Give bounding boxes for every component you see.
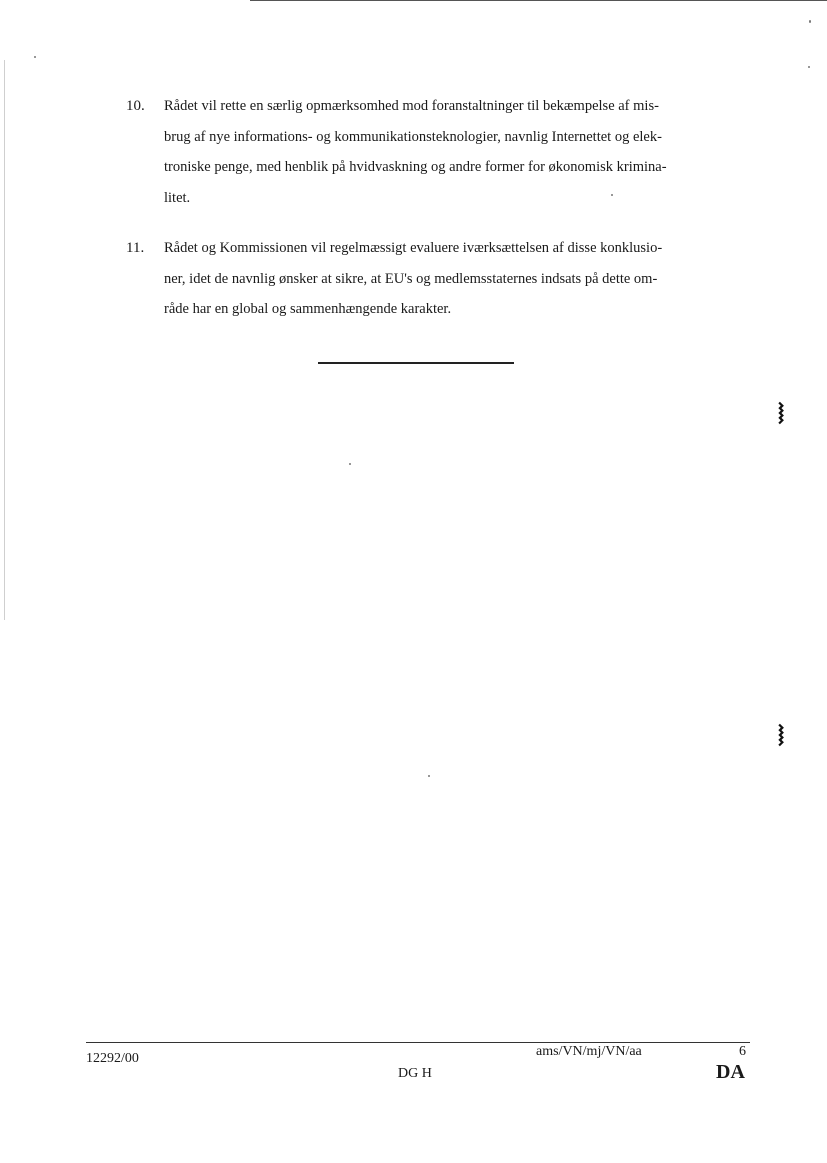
paragraph-line: råde har en global og sammenhængende karakter.	[164, 301, 452, 317]
paragraph-line: litet.	[164, 189, 191, 206]
paragraph-line: brug af nye informations- og kommunikationsteknologier, navnlig Internettet og elek-	[164, 128, 662, 145]
punch-hole-mark-icon: ⧘	[778, 396, 785, 431]
paragraph-text	[164, 91, 734, 213]
left-scan-edge	[4, 60, 5, 620]
paragraph-line: troniske penge, med henblik på hvidvaskning og andre former for økonomisk krimina-	[164, 159, 667, 175]
scan-speck	[428, 775, 430, 777]
language-code: DA	[716, 1061, 745, 1083]
paragraph-text	[164, 233, 734, 325]
scan-speck	[349, 463, 351, 465]
author-initials: ams/VN/mj/VN/aa	[536, 1044, 642, 1059]
department-code: DG H	[398, 1066, 432, 1081]
paragraph-line: Rådet og Kommissionen vil regelmæssigt evaluere iværksættelsen af disse konklusio-	[164, 240, 663, 256]
paragraph-number: 10.	[126, 98, 145, 114]
end-of-text-rule	[318, 362, 514, 364]
scan-speck	[611, 194, 613, 196]
scan-speck	[808, 66, 810, 68]
top-scan-rule	[250, 0, 827, 1]
footer-rule	[86, 1042, 750, 1043]
scan-speck	[809, 20, 811, 23]
document-number: 12292/00	[86, 1051, 139, 1066]
punch-hole-mark-icon: ⧘	[778, 718, 785, 753]
paragraph-line: Rådet vil rette en særlig opmærksomhed mod foranstaltninger til bekæmpelse af mis-	[164, 98, 659, 114]
page-number: 6	[739, 1044, 746, 1059]
paragraph-line: ner, idet de navnlig ønsker at sikre, at EU's og medlemsstaternes indsats på dette om-	[164, 270, 658, 287]
scan-speck	[34, 56, 36, 58]
paragraph-number: 11.	[126, 240, 145, 256]
